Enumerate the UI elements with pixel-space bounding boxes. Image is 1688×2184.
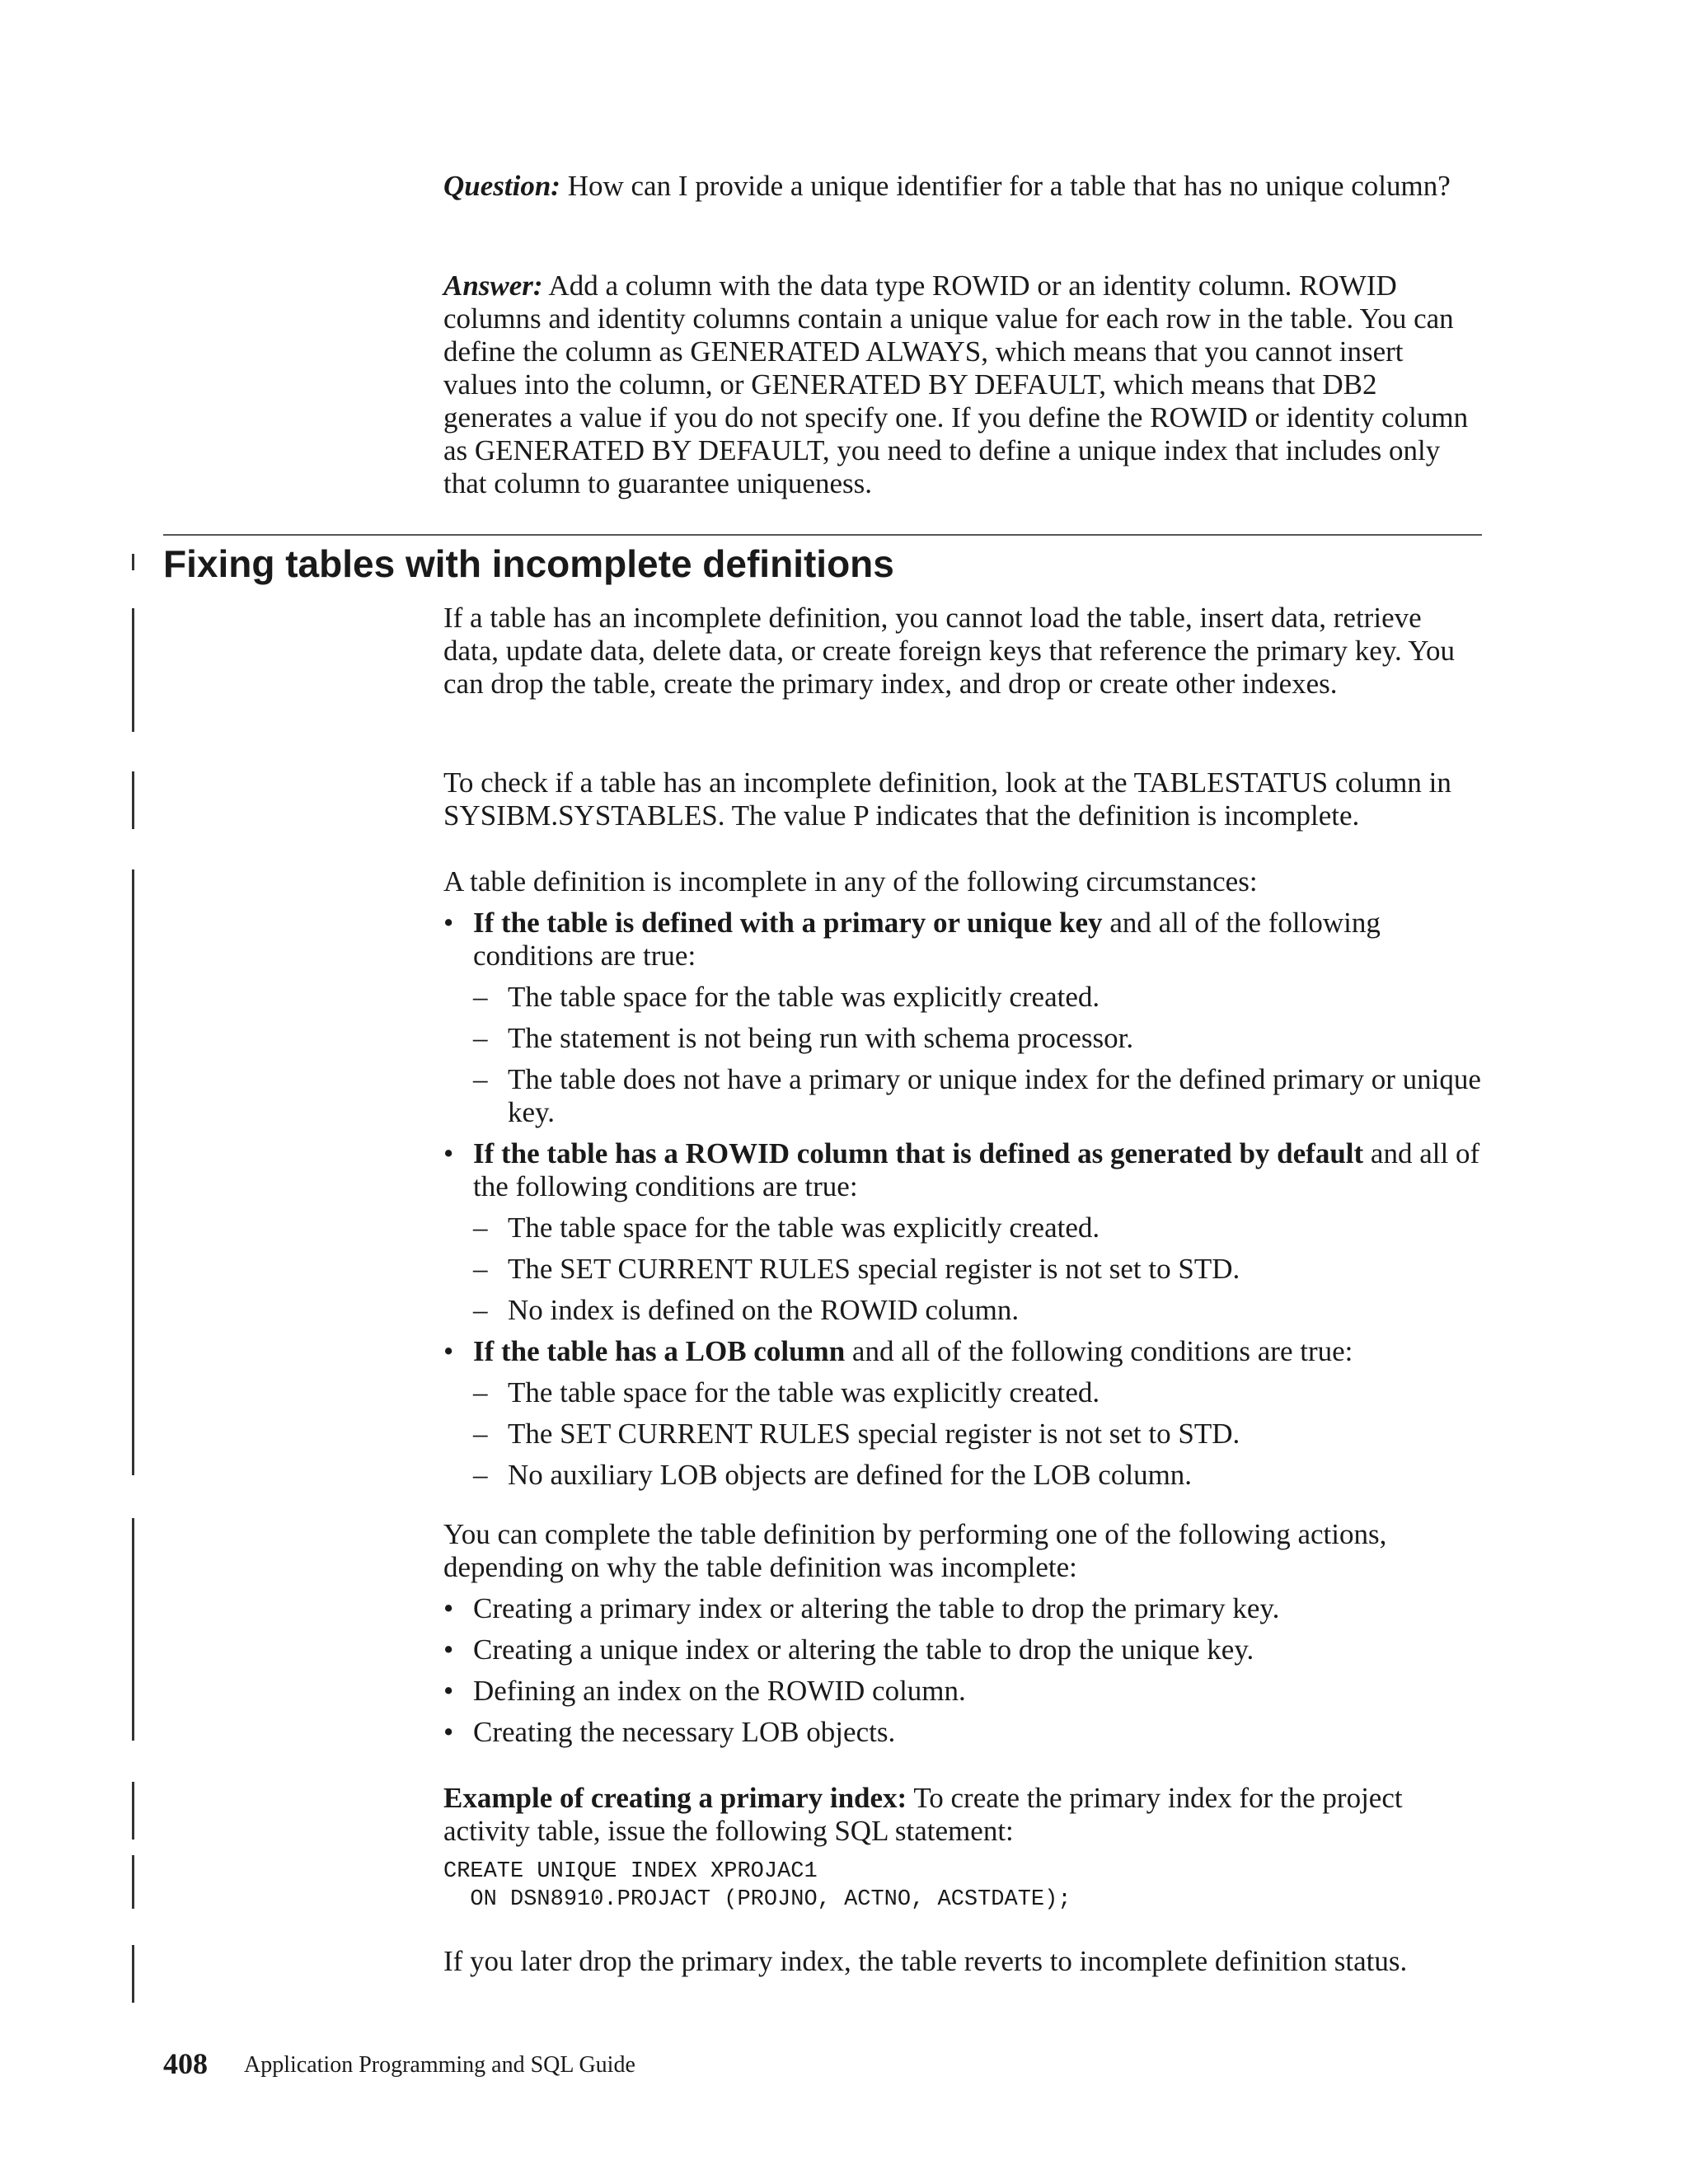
condition-item: The SET CURRENT RULES special register is not set to STD.: [508, 1253, 1240, 1285]
dash-marker: –: [473, 981, 488, 1013]
answer-label: Answer:: [443, 269, 543, 302]
action-item: Creating a unique index or altering the table to drop the unique key.: [473, 1633, 1254, 1666]
example-paragraph: [443, 1782, 1482, 1848]
circumstance-item: [473, 1137, 1487, 1203]
change-bar: [132, 771, 134, 829]
condition-item: The table does not have a primary or unique index for the defined primary or unique key.: [508, 1063, 1481, 1128]
circumstance-rest: and all of the following conditions are true:: [845, 1335, 1353, 1367]
dash-marker: –: [473, 1063, 488, 1095]
condition-item: The table space for the table was explicitly created.: [508, 1376, 1100, 1408]
book-title: Application Programming and SQL Guide: [244, 2052, 635, 2078]
dash-marker: –: [473, 1212, 488, 1244]
status-paragraph: To check if a table has an incomplete definition, look at the TABLESTATUS column in SYSIBM.SYSTABLES. The value P indicates that the definition is incomplete.: [443, 766, 1451, 832]
answer-paragraph: [443, 269, 1482, 500]
code-line: ON DSN8910.PROJACT (PROJNO, ACTNO, ACSTDATE);: [443, 1887, 1071, 1912]
section-rule: [163, 534, 1482, 536]
bullet-marker: •: [443, 907, 454, 939]
actions-intro: You can complete the table definition by performing one of the following actions, depending on why the table definition was incomplete:: [443, 1518, 1387, 1583]
bullet-marker: •: [443, 1633, 454, 1666]
dash-marker: –: [473, 1022, 488, 1054]
change-bar: [132, 1855, 134, 1909]
bullet-marker: •: [443, 1137, 454, 1169]
page-number: 408: [163, 2047, 208, 2080]
bullet-marker: •: [443, 1335, 454, 1367]
example-text: To create the primary index for the project activity table, issue the following SQL statement:: [443, 1782, 1403, 1847]
bullet-marker: •: [443, 1592, 454, 1624]
bullet-marker: •: [443, 1675, 454, 1707]
circumstance-rest: and all of the following conditions are true:: [473, 1137, 1480, 1202]
dash-marker: –: [473, 1418, 488, 1450]
circumstance-lead: If the table has a LOB column: [473, 1335, 846, 1367]
circumstance-rest: and all of the following conditions are true:: [473, 907, 1381, 972]
action-item: Creating the necessary LOB objects.: [473, 1716, 896, 1748]
change-bar: [132, 1782, 134, 1840]
example-label: Example of creating a primary index:: [443, 1782, 907, 1814]
dash-marker: –: [473, 1459, 488, 1491]
dash-marker: –: [473, 1253, 488, 1285]
condition-item: The table space for the table was explicitly created.: [508, 1212, 1100, 1244]
question-paragraph: [443, 170, 1482, 203]
question-label: Question:: [443, 170, 560, 202]
condition-item: No index is defined on the ROWID column.: [508, 1294, 1020, 1326]
code-line: CREATE UNIQUE INDEX XPROJAC1: [443, 1859, 818, 1884]
circumstance-lead: If the table is defined with a primary or unique key: [473, 907, 1103, 939]
change-bar: [132, 1945, 134, 2003]
change-bar: [132, 869, 134, 1475]
dash-marker: –: [473, 1376, 488, 1408]
action-item: Creating a primary index or altering the table to drop the primary key.: [473, 1592, 1280, 1624]
circumstances-intro: A table definition is incomplete in any of the following circumstances:: [443, 865, 1258, 898]
condition-item: No auxiliary LOB objects are defined for the LOB column.: [508, 1459, 1193, 1491]
circumstance-item: [473, 907, 1487, 972]
change-bar: [132, 1518, 134, 1741]
condition-item: The SET CURRENT RULES special register is not set to STD.: [508, 1418, 1240, 1450]
bullet-marker: •: [443, 1716, 454, 1748]
change-bar: [132, 554, 134, 570]
intro-paragraph: If a table has an incomplete definition, you cannot load the table, insert data, retrieve data, update data, delete data, or create foreign keys that reference the primary key. You can drop the table, create the primary index, and drop or create other indexes.: [443, 602, 1456, 700]
answer-text: Add a column with the data type ROWID or an identity column. ROWID columns and identity columns contain a unique value for each row in the table. You can define the column as GENERATED ALWAYS, which means that you cannot insert values into the column, or GENERATED BY DEFAULT, which means that DB2 generates a value if you do not specify one. If you define the ROWID or identity column as GENERATED BY DEFAULT, you need to define a unique index that includes only that column to guarantee uniqueness.: [443, 269, 1469, 499]
action-item: Defining an index on the ROWID column.: [473, 1675, 966, 1707]
condition-item: The statement is not being run with schema processor.: [508, 1022, 1134, 1054]
change-bar: [132, 608, 134, 732]
dash-marker: –: [473, 1294, 488, 1326]
section-heading: Fixing tables with incomplete definitions: [163, 542, 894, 585]
closing-paragraph: If you later drop the primary index, the table reverts to incomplete definition status.: [443, 1945, 1408, 1977]
circumstance-item: [473, 1335, 1487, 1368]
condition-item: The table space for the table was explicitly created.: [508, 981, 1100, 1013]
circumstance-lead: If the table has a ROWID column that is defined as generated by default: [473, 1137, 1364, 1169]
question-text: How can I provide a unique identifier for a table that has no unique column?: [560, 170, 1451, 202]
